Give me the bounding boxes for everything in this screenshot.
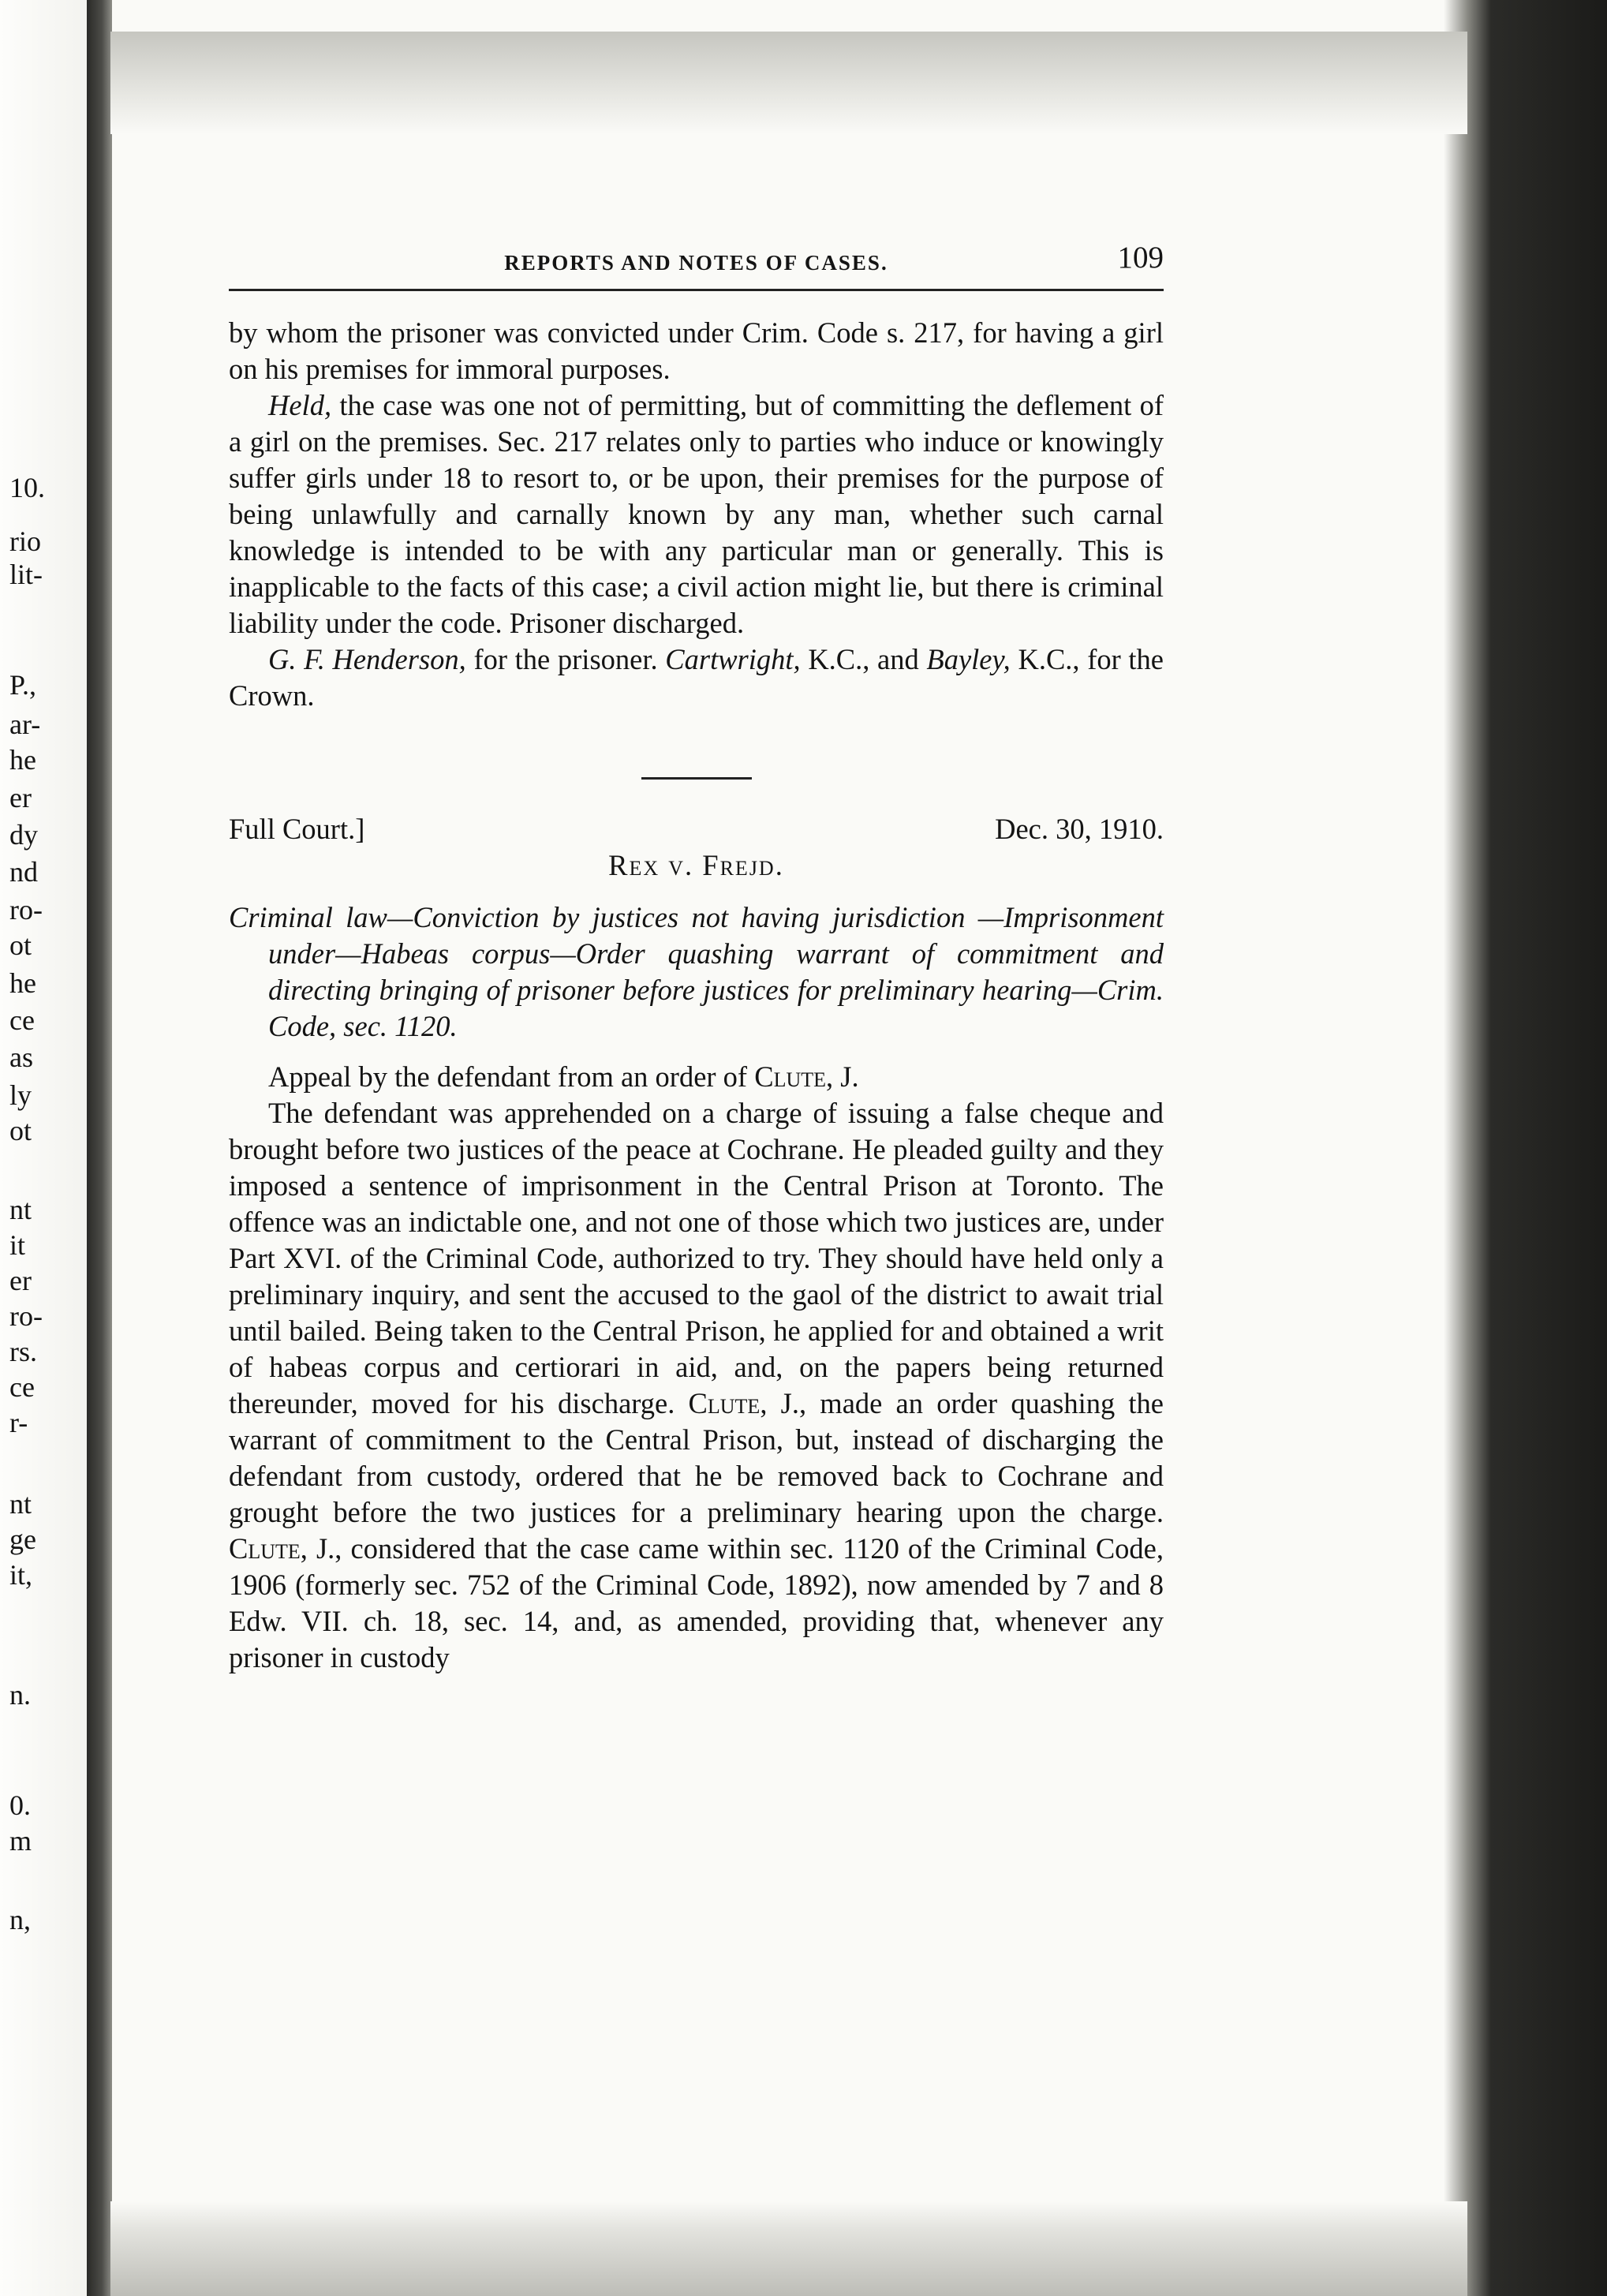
facts-text: , J., considered that the case came within sec. 1120 of the Criminal Code, 1906 (formerly sec. 752 of the Criminal Code, 1892), now amended by 7 and 8 Edw. VII. ch. 18, sec. 14, and, as amended, providing that, whenever any prisoner in custody	[229, 1532, 1164, 1673]
decision-date: Dec. 30, 1910.	[995, 813, 1164, 845]
margin-fragment: rs.	[9, 1336, 37, 1367]
running-head-title: REPORTS AND NOTES OF CASES.	[504, 251, 888, 275]
margin-fragment: n,	[9, 1904, 31, 1935]
judge-name: Clute	[688, 1387, 761, 1419]
counsel-name: Bayley,	[926, 643, 1011, 675]
margin-fragment: ar-	[9, 709, 41, 740]
appeal-text: Appeal by the defendant from an order of	[268, 1060, 755, 1093]
margin-fragment: ro-	[9, 1300, 43, 1332]
adjacent-page-edge	[0, 0, 88, 2296]
margin-fragment: ot	[9, 929, 32, 961]
judge-name: Clute	[229, 1532, 301, 1565]
margin-fragment: nt	[9, 1488, 32, 1520]
margin-fragment: ro-	[9, 894, 43, 926]
margin-fragment: m	[9, 1825, 32, 1857]
counsel-name: G. F. Henderson,	[268, 643, 466, 675]
held-label: Held,	[268, 389, 332, 421]
margin-fragment: rio	[9, 525, 41, 557]
held-text: the case was one not of permitting, but of committing the deflement of a girl on the premises. Sec. 217 relates only to parties who induce or knowingly suffer girls under 18 to resort to, or be upon, their premises for the purpose of being unlawfully and carnally known by any man, whether such carnal knowledge is intended to be with any particular man or generally. This is inapplicable to the facts of this case; a civil action might lie, but there is criminal liability under the code. Prisoner discharged.	[229, 389, 1164, 639]
counsel-role: K.C., for the Crown.	[229, 643, 1164, 712]
page-content	[229, 241, 1164, 1676]
margin-fragment: as	[9, 1041, 33, 1073]
margin-fragment: ot	[9, 1115, 32, 1146]
case-title: Rex v. Frejd.	[608, 849, 784, 881]
judge-name: Clute	[754, 1060, 826, 1093]
margin-fragment: he	[9, 967, 36, 999]
margin-fragment: 0.	[9, 1789, 31, 1821]
counsel-role: K.C., and	[800, 643, 927, 675]
case-headnote: Criminal law—Conviction by justices not having jurisdiction —Imprisonment under—Habeas corpus—Order quashing warrant of commitment and directing bringing of prisoner before justices for preliminary hearing—Crim. Code, sec. 1120.	[229, 901, 1164, 1042]
scan-bottom-shadow	[110, 2201, 1467, 2296]
margin-fragment: dy	[9, 819, 38, 851]
court-name: Full Court.]	[229, 813, 365, 845]
margin-fragment: lit-	[9, 559, 43, 590]
margin-fragment: 10.	[9, 472, 45, 503]
court-date-line	[229, 811, 1164, 847]
facts-text: , J., made an order quashing the warrant of commitment to the Central Prison, but, instead of discharging the defendant from custody, ordered that he be removed back to Cochrane and grought before the two justices for a preliminary hearing upon the charge.	[229, 1387, 1164, 1528]
facts-paragraph	[229, 1095, 1164, 1676]
counsel-name: Cartwright,	[665, 643, 801, 675]
margin-fragment: n.	[9, 1679, 31, 1711]
margin-fragment: P.,	[9, 669, 37, 701]
margin-fragment: nd	[9, 856, 38, 888]
margin-fragment: he	[9, 744, 36, 776]
binding-shadow	[87, 0, 112, 2296]
margin-fragment: it	[9, 1229, 26, 1261]
appeal-paragraph	[229, 1059, 1164, 1095]
margin-fragment: ly	[9, 1079, 32, 1111]
margin-fragment: ge	[9, 1524, 36, 1555]
counsel-role: for the prisoner.	[465, 643, 666, 675]
section-divider	[641, 777, 752, 780]
held-paragraph	[229, 387, 1164, 641]
margin-fragment: nt	[9, 1194, 32, 1225]
prev-case-fact-paragraph: by whom the prisoner was convicted under Crim. Code s. 217, for having a girl on his premises for immoral purposes.	[229, 316, 1164, 385]
margin-fragment: ce	[9, 1371, 35, 1403]
running-head	[229, 241, 1164, 291]
scan-top-shadow	[110, 32, 1467, 134]
counsel-paragraph	[229, 641, 1164, 714]
page-number: 109	[1117, 241, 1164, 275]
margin-fragment: r-	[9, 1407, 28, 1438]
appeal-suffix: , J.	[826, 1060, 859, 1093]
margin-fragment: it,	[9, 1559, 33, 1591]
margin-fragment: ce	[9, 1004, 35, 1036]
margin-fragment: er	[9, 782, 32, 813]
facts-text: The defendant was apprehended on a charge of issuing a false cheque and brought before two justices of the peace at Cochrane. He pleaded guilty and they imposed a sentence of imprisonment in the Central Prison at Toronto. The offence was an indictable one, and not one of those which two justices are, under Part XVI. of the Criminal Code, authorized to try. They should have held only a preliminary inquiry, and sent the accused to the gaol of the district to await trial until bailed. Being taken to the Central Prison, he applied for and obtained a writ of habeas corpus and certiorari in aid, and, on the papers being returned thereunder, moved for his discharge.	[229, 1097, 1164, 1419]
margin-fragment: er	[9, 1265, 32, 1296]
